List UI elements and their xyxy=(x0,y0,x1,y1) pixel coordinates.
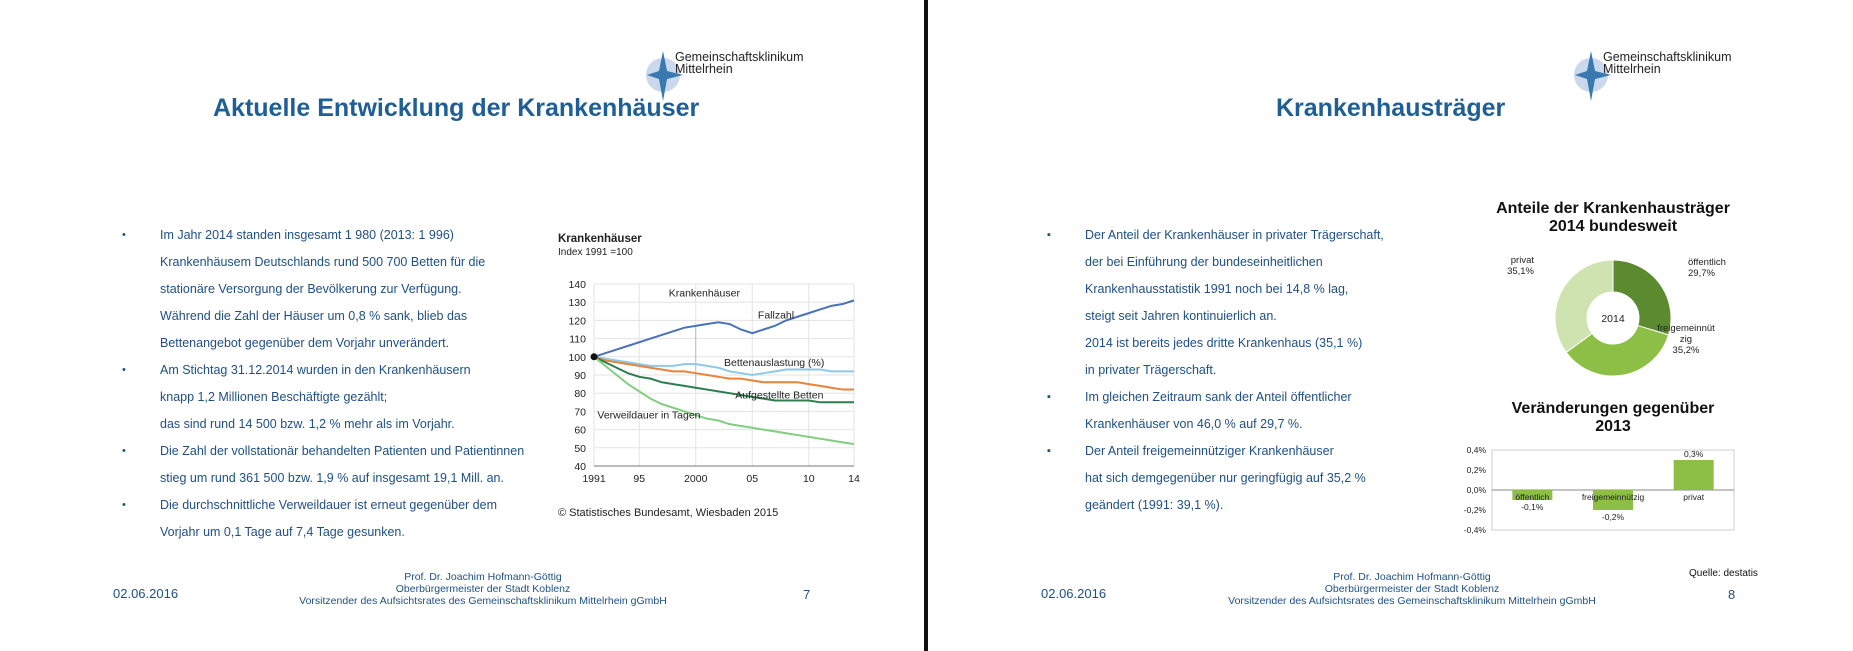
data-label: -0,1% xyxy=(1521,502,1544,512)
bullet-line: in privater Trägerschaft. xyxy=(1085,363,1217,377)
x-tick-label: 95 xyxy=(633,473,646,485)
logo-text: Gemeinschaftsklinikum Mittelrhein xyxy=(675,50,804,76)
bullet-line: Krankenhausstatistik 1991 noch bei 14,8 % lag, xyxy=(1085,282,1349,296)
pie-slice-label: freigemeinnüt zig 35,2% xyxy=(1657,323,1715,356)
pie-slice-label: privat 35,1% xyxy=(1507,255,1534,277)
footer-date: 02.06.2016 xyxy=(1041,586,1107,601)
bullet-line: das sind rund 14 500 bzw. 1,2 % mehr als im Vorjahr. xyxy=(160,417,455,431)
bullet-line: 2014 ist bereits jedes dritte Krankenhaus (35,1 %) xyxy=(1085,336,1363,350)
bullet-line: Im gleichen Zeitraum sank der Anteil öffentlicher xyxy=(1085,390,1352,404)
y-tick-label: 60 xyxy=(574,424,586,437)
bullet-line: Im Jahr 2014 standen insgesamt 1 980 (2013: 1 996) xyxy=(160,228,454,242)
y-tick-label: 100 xyxy=(568,351,586,364)
y-tick-label: 120 xyxy=(568,315,586,328)
donut-chart-title: Anteile der Krankenhausträger 2014 bundesweit xyxy=(1496,200,1730,235)
y-tick-label: 130 xyxy=(568,297,586,310)
bullet-item xyxy=(120,357,524,438)
chart-source: © Statistisches Bundesamt, Wiesbaden 2015 xyxy=(558,507,779,519)
series-label: Bettenauslastung (%) xyxy=(724,356,825,369)
donut-chart xyxy=(1468,240,1758,390)
bullet-line: Die durchschnittliche Verweildauer ist erneut gegenüber dem xyxy=(160,498,497,512)
bullet-item xyxy=(120,222,524,357)
y-tick-label: 140 xyxy=(568,279,586,291)
x-tick-label: 14 xyxy=(848,473,860,485)
data-label: 0,3% xyxy=(1683,449,1704,459)
slide-7 xyxy=(0,0,924,651)
donut-center-label: 2014 xyxy=(1601,313,1625,325)
y-tick-label: -0,2% xyxy=(1463,505,1486,515)
category-label: freigemeinnützig xyxy=(1581,492,1645,502)
logo xyxy=(1573,45,1773,115)
bullet-icon: ▪ xyxy=(1047,445,1051,457)
series-label: Fallzahl xyxy=(757,309,795,322)
bullet-line: der bei Einführung der bundeseinheitlichen xyxy=(1085,255,1323,269)
x-tick-label: 10 xyxy=(802,473,815,485)
bar-chart-title: Veränderungen gegenüber 2013 xyxy=(1511,400,1715,435)
bullet-icon: ▪ xyxy=(1047,229,1051,241)
bullet-item xyxy=(1045,438,1384,519)
y-tick-label: 70 xyxy=(574,406,586,419)
bar xyxy=(1674,460,1714,490)
y-tick-label: 90 xyxy=(574,370,586,382)
page-title: Aktuelle Entwicklung der Krankenhäuser xyxy=(213,94,700,122)
y-tick-label: 110 xyxy=(569,333,586,346)
series-label: Verweildauer in Tagen xyxy=(597,409,701,422)
footer-author: Prof. Dr. Joachim Hofmann-Göttig Oberbürgermeister der Stadt Koblenz Vorsitzender des Aufsichtsrates des Gemeinschaftsklinikum Mittelrhein gGmbH xyxy=(299,571,667,607)
pie-slice xyxy=(1555,260,1613,352)
y-tick-label: -0,4% xyxy=(1463,525,1486,535)
bullet-icon: • xyxy=(122,364,126,376)
logo-text: Gemeinschaftsklinikum Mittelrhein xyxy=(1603,50,1732,76)
category-label: öffentlich xyxy=(1515,492,1550,502)
annotation-label: Krankenhäuser xyxy=(668,287,740,300)
bullet-line: Der Anteil der Krankenhäuser in privater Trägerschaft, xyxy=(1085,228,1384,242)
bullet-item xyxy=(1045,222,1384,384)
bullet-line: Während die Zahl der Häuser um 0,8 % sank, blieb das xyxy=(160,309,468,323)
x-tick-label: 2000 xyxy=(684,473,708,485)
y-tick-label: 40 xyxy=(574,461,586,473)
line-chart xyxy=(556,268,866,493)
footer-author: Prof. Dr. Joachim Hofmann-Göttig Oberbürgermeister der Stadt Koblenz Vorsitzender des Aufsichtsrates des Gemeinschaftsklinikum Mittelrhein gGmbH xyxy=(1228,571,1596,607)
y-tick-label: 0,4% xyxy=(1466,445,1486,455)
bullet-line: Die Zahl der vollstationär behandelten Patienten und Patientinnen xyxy=(160,444,525,458)
page-number: 8 xyxy=(1728,587,1736,602)
y-tick-label: 50 xyxy=(574,442,586,455)
bullet-icon: ▪ xyxy=(1047,391,1051,403)
series-label: Aufgestellte Betten xyxy=(735,389,824,402)
bullet-icon: • xyxy=(122,445,126,457)
bullet-line: Krankenhäuser von 46,0 % auf 29,7 %. xyxy=(1085,417,1303,431)
category-label: privat xyxy=(1683,492,1705,502)
bullet-line: knapp 1,2 Millionen Beschäftigte gezählt; xyxy=(160,390,388,404)
chart-title: Krankenhäuser xyxy=(558,233,642,245)
data-label: -0,2% xyxy=(1601,512,1625,522)
bullet-list xyxy=(1045,222,1384,519)
bullet-line: geändert (1991: 39,1 %). xyxy=(1085,498,1224,512)
bullet-item xyxy=(1045,384,1384,438)
bullet-line: Vorjahr um 0,1 Tage auf 7,4 Tage gesunken. xyxy=(160,525,405,539)
pie-slice-label: öffentlich 29,7% xyxy=(1688,257,1726,279)
bullet-line: Bettenangebot gegenüber dem Vorjahr unverändert. xyxy=(160,336,450,350)
origin-point xyxy=(591,353,598,360)
bullet-list xyxy=(120,222,524,546)
bullet-line: stieg um rund 361 500 bzw. 1,9 % auf insgesamt 19,1 Mill. an. xyxy=(160,471,504,485)
slide-8 xyxy=(928,0,1853,651)
series-line xyxy=(594,300,854,356)
x-tick-label: 1991 xyxy=(582,473,606,485)
x-tick-label: 05 xyxy=(746,473,759,485)
bullet-line: stationäre Versorgung der Bevölkerung zur Verfügung. xyxy=(160,282,462,296)
bullet-line: Der Anteil freigemeinnütziger Krankenhäuser xyxy=(1085,444,1334,458)
y-tick-label: 0,0% xyxy=(1466,485,1486,495)
y-tick-label: 0,2% xyxy=(1466,465,1486,475)
bullet-line: Am Stichtag 31.12.2014 wurden in den Krankenhäusern xyxy=(160,363,471,377)
bullet-line: steigt seit Jahren kontinuierlich an. xyxy=(1085,309,1277,323)
page-number: 7 xyxy=(803,587,811,602)
bar-chart xyxy=(1448,440,1738,550)
bullet-line: Krankenhäusem Deutschlands rund 500 700 Betten für die xyxy=(160,255,486,269)
chart-source: Quelle: destatis xyxy=(1689,568,1758,579)
bullet-icon: • xyxy=(122,499,126,511)
page-title: Krankenhausträger xyxy=(1276,94,1506,122)
bullet-icon: • xyxy=(122,229,126,241)
footer-date: 02.06.2016 xyxy=(113,586,179,601)
bullet-item xyxy=(120,438,524,492)
bullet-item xyxy=(120,492,524,546)
chart-subtitle: Index 1991 =100 xyxy=(558,247,633,258)
bullet-line: hat sich demgegenüber nur geringfügig auf 35,2 % xyxy=(1085,471,1366,485)
y-tick-label: 80 xyxy=(574,388,586,401)
